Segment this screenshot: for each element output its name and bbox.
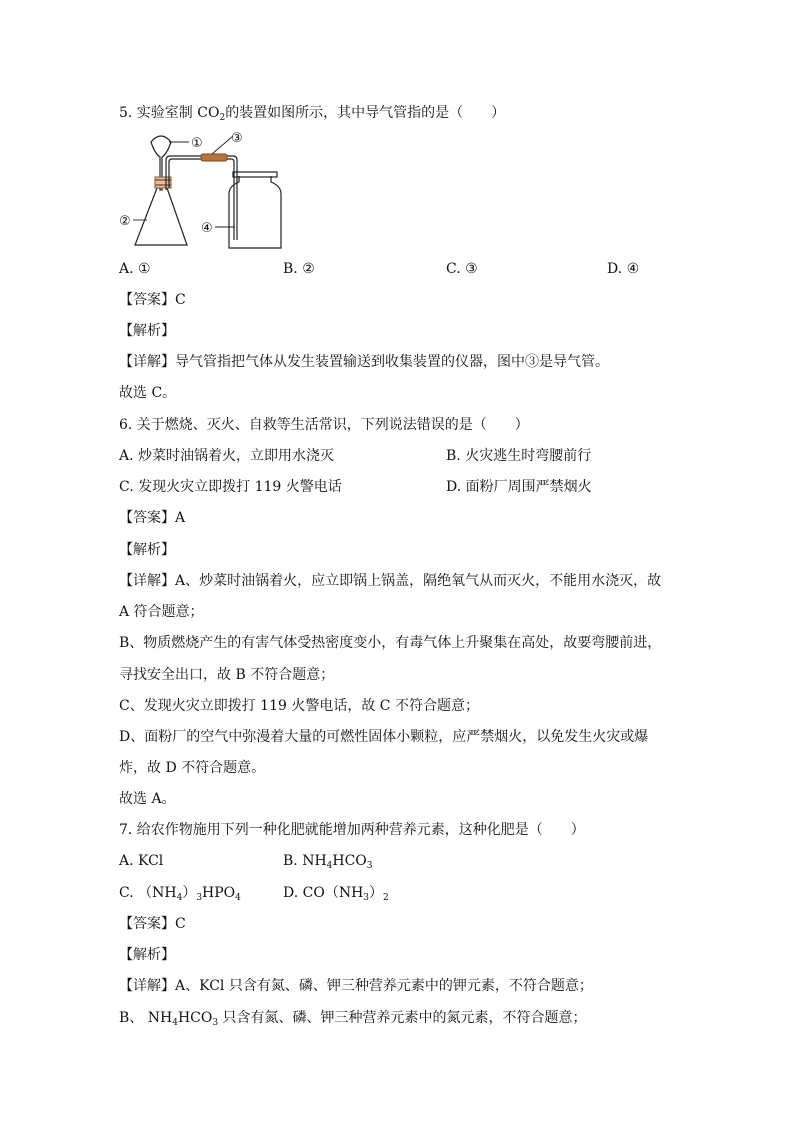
q6-option-d: D. 面粉厂周围严禁烟火 (446, 479, 592, 495)
q6-detail-line: 【详解】A、炒菜时油锅着火，应立即锅上锅盖，隔绝氧气从而灭火，不能用水浇灭，故 (119, 573, 662, 589)
q6-conclusion: 故选 A。 (119, 791, 176, 807)
q6-detail-line: D、面粉厂的空气中弥漫着大量的可燃性固体小颗粒，应严禁烟火，以免发生火灾或爆 (119, 729, 649, 745)
figure-label-1: ① (191, 136, 203, 151)
co2-apparatus-diagram (115, 130, 285, 255)
q7-detail-a: 【详解】A、KCl 只含有氮、磷、钾三种营养元素中的钾元素，不符合题意； (119, 978, 593, 994)
q5-option-a: A. ① (119, 261, 151, 277)
rubber-tube-connector (201, 154, 227, 161)
q7-option-a: A. KCl (119, 853, 164, 869)
q6-detail-line: C、发现火灾立即拨打 119 火警电话，故 C 不符合题意； (119, 698, 479, 714)
q6-answer: 【答案】A (119, 510, 186, 526)
q5-option-d: D. ④ (607, 261, 640, 277)
q5-conclusion: 故选 C。 (119, 385, 177, 401)
q6-detail-line: 寻找安全出口，故 B 不符合题意； (119, 667, 335, 683)
q7-detail-b: B、 $NH_4HCO_3$ 只含有氮、磷、钾三种营养元素中的氮元素，不符合题意； (119, 1010, 587, 1028)
q7-analysis-heading: 【解析】 (119, 947, 175, 963)
figure-label-3: ③ (231, 131, 243, 146)
q6-analysis-heading: 【解析】 (119, 542, 175, 558)
q5-analysis-heading: 【解析】 (119, 323, 175, 339)
q6-detail-line: 炸，故 D 不符合题意。 (119, 760, 266, 776)
q7-option-d: D. $CO(NH_3)_2$ (283, 885, 389, 903)
q6-option-b: B. 火灾逃生时弯腰前行 (446, 448, 592, 464)
figure-label-4: ④ (201, 221, 213, 236)
q7-option-b: B. $NH_4HCO_3$ (283, 853, 373, 871)
figure-label-2: ② (119, 214, 131, 229)
q5-detail: 【详解】导气管指把气体从发生装置输送到收集装置的仪器，图中③是导气管。 (119, 354, 609, 370)
q5-answer: 【答案】C (119, 292, 186, 308)
q6-option-c: C. 发现火灾立即拨打 119 火警电话 (119, 479, 342, 495)
q5-option-c: C. ③ (446, 261, 478, 277)
q6-stem: 6. 关于燃烧、灭火、自救等生活常识，下列说法错误的是（ ） (119, 417, 529, 433)
q6-detail-line: A 符合题意； (119, 604, 204, 620)
q5-option-b: B. ② (283, 261, 315, 277)
q7-stem: 7. 给农作物施用下列一种化肥就能增加两种营养元素，这种化肥是（ ） (119, 822, 585, 838)
q6-option-a: A. 炒菜时油锅着火，立即用水浇灭 (119, 448, 335, 464)
q7-answer: 【答案】C (119, 916, 186, 932)
q7-option-c: C. $(NH_4)_3HPO_4$ (119, 885, 241, 903)
q5-stem: 5. 实验室制 $CO_2$的装置如图所示，其中导气管指的是（ ） (119, 105, 506, 123)
q6-detail-line: B、物质燃烧产生的有害气体受热密度变小，有毒气体上升聚集在高处，故要弯腰前进， (119, 635, 662, 651)
